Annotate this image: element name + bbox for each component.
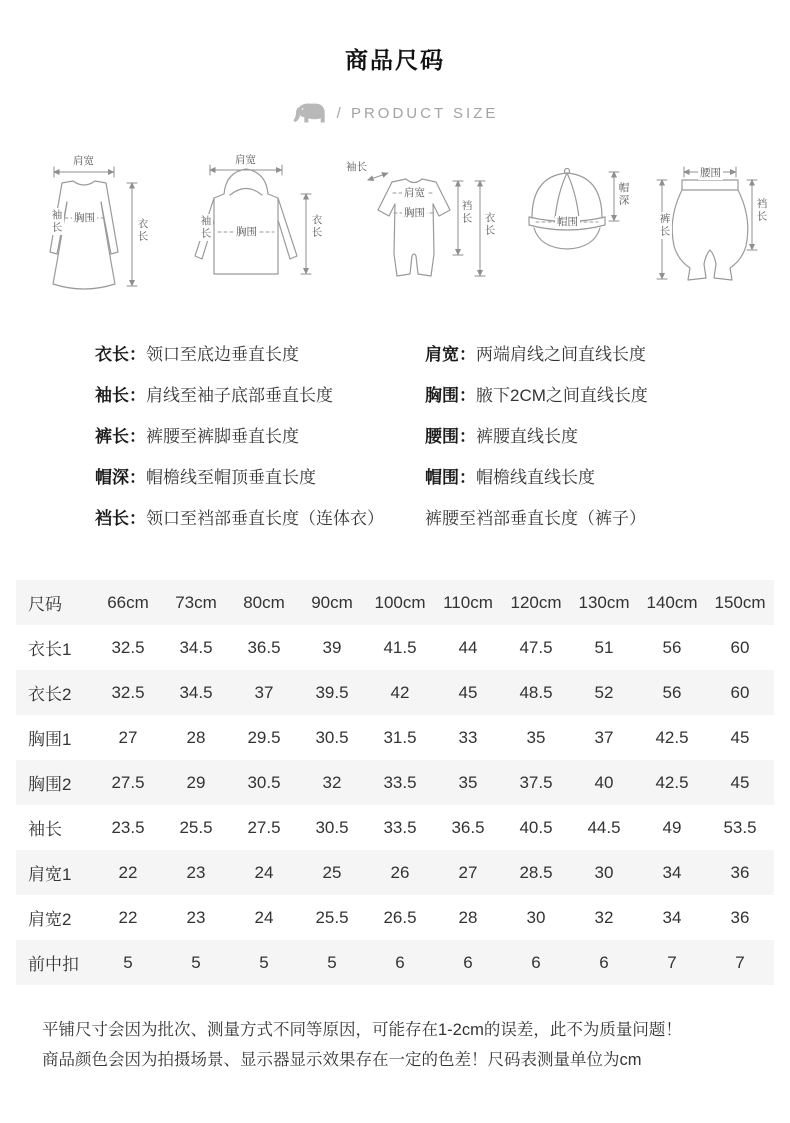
size-value-cell: 27.5 [111,772,145,792]
size-value-cell: 30.5 [247,772,281,792]
diagram-cap [514,156,630,306]
size-value-cell: 33.5 [383,817,417,837]
size-header: 140cm [646,592,698,612]
row-label: 胸围2 [28,775,72,794]
definition-row [95,426,750,448]
crotch-length-label: 裆长 [755,198,768,223]
size-table [16,580,774,985]
disclaimer-line-1: 平铺尺寸会因为批次、测量方式不同等原因，可能存在1-2cm的误差，此不为质量问题！ [42,1021,682,1039]
definition-item [425,385,648,407]
definition-term: 胸围： [425,386,476,405]
size-value-cell: 29 [186,772,206,792]
diagram-romper [344,156,496,306]
size-value-cell: 25.5 [179,817,213,837]
table-row [16,940,774,985]
subtitle-text: / PRODUCT SIZE [336,105,499,122]
definition-item [95,467,425,489]
size-value-cell: 25.5 [315,907,349,927]
row-label: 肩宽2 [28,910,72,929]
disclaimer-line-2: 商品颜色会因为拍摄场景、显示器显示效果存在一定的色差！尺码表测量单位为cm [42,1051,642,1069]
size-value-cell: 26 [390,862,410,882]
size-value-cell: 42.5 [655,727,689,747]
size-value-cell: 6 [395,952,405,972]
table-row [16,670,774,715]
size-value-cell: 41.5 [383,637,417,657]
table-header-row [16,580,774,625]
size-value-cell: 27 [458,862,478,882]
size-value-cell: 7 [735,952,745,972]
size-value-cell: 32.5 [111,637,145,657]
disclaimer [0,1015,790,1075]
size-value-cell: 26.5 [383,907,417,927]
definition-item [425,344,646,366]
garment-length-label: 衣长 [483,212,496,237]
row-label: 胸围1 [28,730,72,749]
size-value-cell: 39.5 [315,682,349,702]
size-value-cell: 60 [730,682,750,702]
waist-label: 腰围 [700,167,721,179]
page-title: 商品尺码 [345,47,445,73]
definition-item [95,508,425,530]
size-value-cell: 23.5 [111,817,145,837]
size-value-cell: 60 [730,637,750,657]
chest-label: 胸围 [74,212,95,224]
shoulder-width-label: 肩宽 [235,154,256,166]
size-value-cell: 34 [662,862,682,882]
definition-desc: 腋下2CM之间直线长度 [476,386,648,405]
shoulder-width-label: 肩宽 [404,187,425,199]
size-value-cell: 40.5 [519,817,553,837]
size-value-cell: 42.5 [655,772,689,792]
size-value-cell: 31.5 [383,727,417,747]
size-value-cell: 6 [463,952,473,972]
size-value-cell: 22 [118,862,138,882]
size-value-cell: 5 [123,952,133,972]
definition-term: 袖长： [95,386,146,405]
definition-desc: 肩线至袖子底部垂直长度 [146,386,333,405]
size-value-cell: 34 [662,907,682,927]
definition-desc: 两端肩线之间直线长度 [476,345,646,364]
definition-term: 帽围： [425,468,476,487]
size-value-cell: 56 [662,682,682,702]
definition-row [95,467,750,489]
size-value-cell: 6 [599,952,609,972]
dress-drawing [20,156,150,306]
size-value-cell: 30 [594,862,614,882]
size-value-cell: 28 [458,907,478,927]
size-value-cell: 27.5 [247,817,281,837]
size-table-body [16,580,774,985]
definition-desc: 帽檐线至帽顶垂直长度 [146,468,316,487]
size-value-cell: 23 [186,907,206,927]
definition-desc: 裤腰直线长度 [476,427,578,446]
definition-desc: 裤腰至裆部垂直长度（裤子） [425,509,646,528]
size-value-cell: 24 [254,907,274,927]
size-header: 90cm [311,592,353,612]
definition-term: 肩宽： [425,345,476,364]
size-header: 110cm [443,592,493,612]
table-row [16,895,774,940]
size-value-cell: 40 [594,772,614,792]
size-value-cell: 32.5 [111,682,145,702]
size-header: 73cm [175,592,217,612]
size-value-cell: 44.5 [587,817,621,837]
definition-item [425,508,646,530]
definition-row [95,508,750,530]
row-label: 肩宽1 [28,865,72,884]
size-value-cell: 48.5 [519,682,553,702]
size-value-cell: 51 [594,637,614,657]
size-value-cell: 24 [254,862,274,882]
size-value-cell: 37.5 [519,772,553,792]
size-value-cell: 22 [118,907,138,927]
subtitle-row [0,101,790,126]
size-value-cell: 36 [730,907,750,927]
garment-diagrams [0,156,790,306]
row-label: 衣长1 [28,640,72,659]
size-value-cell: 23 [186,862,206,882]
size-value-cell: 52 [594,682,614,702]
size-value-cell: 42 [390,682,410,702]
size-header: 80cm [243,592,285,612]
size-value-cell: 29.5 [247,727,281,747]
size-value-cell: 32 [594,907,614,927]
size-value-cell: 5 [191,952,201,972]
size-value-cell: 25 [322,862,342,882]
size-header: 130cm [578,592,630,612]
pants-length-label: 裤长 [658,213,671,238]
size-value-cell: 28.5 [519,862,553,882]
size-value-cell: 34.5 [179,682,213,702]
definition-desc: 领口至底边垂直长度 [146,345,299,364]
size-value-cell: 33.5 [383,772,417,792]
row-label: 衣长2 [28,685,72,704]
size-value-cell: 33 [458,727,478,747]
cap-drawing [514,156,630,306]
definition-item [95,385,425,407]
size-value-cell: 32 [322,772,342,792]
diagram-jacket [168,156,326,306]
size-value-cell: 35 [526,727,546,747]
crotch-length-label: 裆长 [460,200,473,225]
romper-drawing [344,156,496,306]
size-value-cell: 37 [594,727,614,747]
definition-term: 帽深： [95,468,146,487]
size-value-cell: 34.5 [179,637,213,657]
size-value-cell: 37 [254,682,274,702]
garment-length-label: 衣长 [310,214,323,239]
size-value-cell: 28 [186,727,206,747]
table-row [16,625,774,670]
table-row [16,805,774,850]
size-value-cell: 53.5 [723,817,757,837]
size-value-cell: 36.5 [247,637,281,657]
size-header: 100cm [374,592,426,612]
size-value-cell: 56 [662,637,682,657]
hat-depth-label: 帽深 [617,182,630,207]
definition-row [95,344,750,366]
table-row [16,715,774,760]
size-value-cell: 30.5 [315,727,349,747]
size-value-cell: 49 [662,817,682,837]
diagram-dress [20,156,150,306]
definition-desc: 领口至裆部垂直长度（连体衣） [146,509,384,528]
definition-term: 衣长： [95,345,146,364]
size-value-cell: 5 [259,952,269,972]
sleeve-length-label: 袖长 [346,161,367,173]
sleeve-length-label: 袖长 [199,215,212,240]
elephant-icon [292,101,328,126]
size-header: 150cm [714,592,766,612]
size-value-cell: 30 [526,907,546,927]
definition-item [425,426,578,448]
chest-label: 胸围 [236,226,257,238]
shoulder-width-label: 肩宽 [73,155,94,167]
diagram-pants [648,156,770,306]
size-header: 66cm [107,592,149,612]
definition-term: 裤长： [95,427,146,446]
row-label: 前中扣 [28,955,79,974]
garment-length-label: 衣长 [136,218,149,243]
size-value-cell: 30.5 [315,817,349,837]
size-value-cell: 6 [531,952,541,972]
size-value-cell: 44 [458,637,478,657]
definition-item [425,467,595,489]
size-value-cell: 36.5 [451,817,485,837]
size-value-cell: 39 [322,637,342,657]
definitions-list [0,344,790,530]
size-value-cell: 35 [458,772,478,792]
row-label: 袖长 [28,820,62,839]
definition-desc: 帽檐线直线长度 [476,468,595,487]
size-value-cell: 7 [667,952,677,972]
size-value-cell: 27 [118,727,138,747]
definition-term: 腰围： [425,427,476,446]
table-row [16,850,774,895]
size-value-cell: 47.5 [519,637,553,657]
definition-item [95,344,425,366]
size-value-cell: 45 [730,772,750,792]
table-row [16,760,774,805]
definition-term: 裆长： [95,509,146,528]
definition-desc: 裤腰至裤脚垂直长度 [146,427,299,446]
sleeve-length-label: 袖长 [50,209,63,234]
size-value-cell: 5 [327,952,337,972]
size-header: 120cm [510,592,562,612]
size-value-cell: 45 [730,727,750,747]
hat-circumference-label: 帽围 [557,216,578,228]
chest-label: 胸围 [404,207,425,219]
size-value-cell: 45 [458,682,478,702]
definition-row [95,385,750,407]
size-value-cell: 36 [730,862,750,882]
size-column-header: 尺码 [28,595,62,614]
definition-item [95,426,425,448]
